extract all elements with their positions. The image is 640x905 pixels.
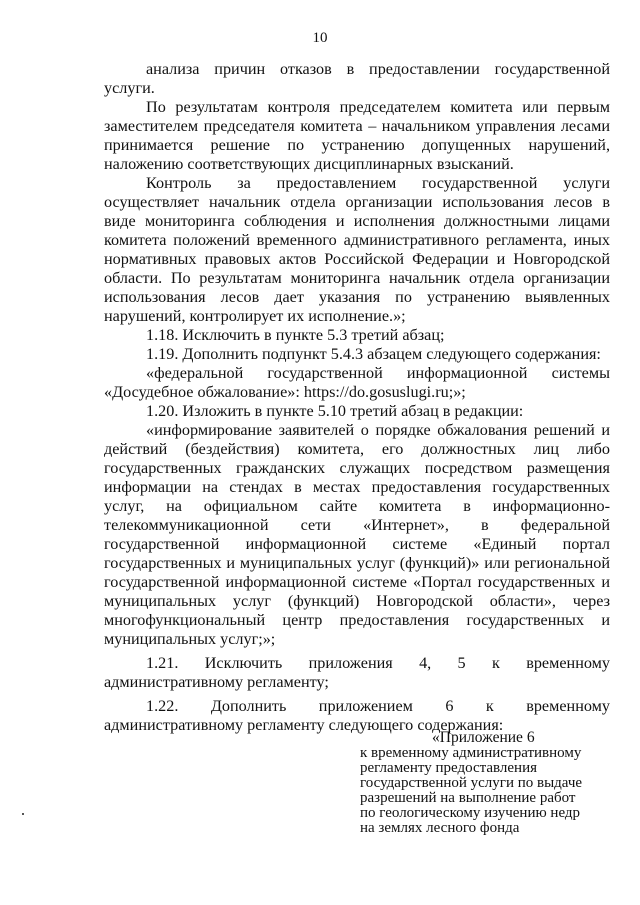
paragraph-refusal-analysis: анализа причин отказов в предоставлении государственной услуги. <box>104 60 610 97</box>
paragraph-1-22: 1.22. Дополнить приложением 6 к временному административному регламенту следующего содержания: <box>104 697 610 734</box>
paragraph-control-results: По результатам контроля председателем комитета или первым заместителем председателя комитета – начальником управления лесами принимается решение по устранению допущенных нарушений, наложению соответствующих дисциплинарных взысканий. <box>104 98 610 173</box>
document-body <box>104 60 610 735</box>
appendix-title: «Приложение 6 <box>432 729 535 746</box>
paragraph-pretrial-appeal: «федеральной государственной информационной системы «Досудебное обжалование»: https://do.gosuslugi.ru;»; <box>104 364 610 401</box>
appendix-body: к временному административному регламенту предоставления государственной услуги по выдаче разрешений на выполнение работ по геологическому изучению недр на землях лесного фонда <box>360 745 583 836</box>
paragraph-1-18: 1.18. Исключить в пункте 5.3 третий абзац; <box>146 326 445 344</box>
page-number: 10 <box>312 30 328 46</box>
paragraph-1-20: 1.20. Изложить в пункте 5.10 третий абзац в редакции: <box>146 402 524 420</box>
paragraph-1-19: 1.19. Дополнить подпункт 5.4.3 абзацем следующего содержания: <box>146 345 601 363</box>
paragraph-informing: «информирование заявителей о порядке обжалования решений и действий (бездействия) комитета, его должностных лиц либо государственных гражданских служащих посредством размещения информации на стендах в местах предоставления государственных услуг, на официальном сайте комитета в информационно-телекоммуникационной сети «Интернет», в федеральной государственной информационной системе «Единый портал государственных и муниципальных услуг (функций)» или региональной государственной информационной системе «Портал государственных и муниципальных услуг (функций) Новгородской области», через многофункциональный центр предоставления государственных и муниципальных услуг;»; <box>104 421 610 648</box>
paragraph-monitoring: Контроль за предоставлением государственной услуги осуществляет начальник отдела организации использования лесов в виде мониторинга соблюдения и исполнения должностными лицами комитета положений временного административного регламента, иных нормативных правовых актов Российской Федерации и Новгородской области. По результатам мониторинга начальник отдела организации использования лесов дает указания по устранению выявленных нарушений, контролирует их исполнение.»; <box>104 174 610 325</box>
paragraph-1-21: 1.21. Исключить приложения 4, 5 к временному административному регламенту; <box>104 654 610 691</box>
scan-mark <box>22 813 24 815</box>
